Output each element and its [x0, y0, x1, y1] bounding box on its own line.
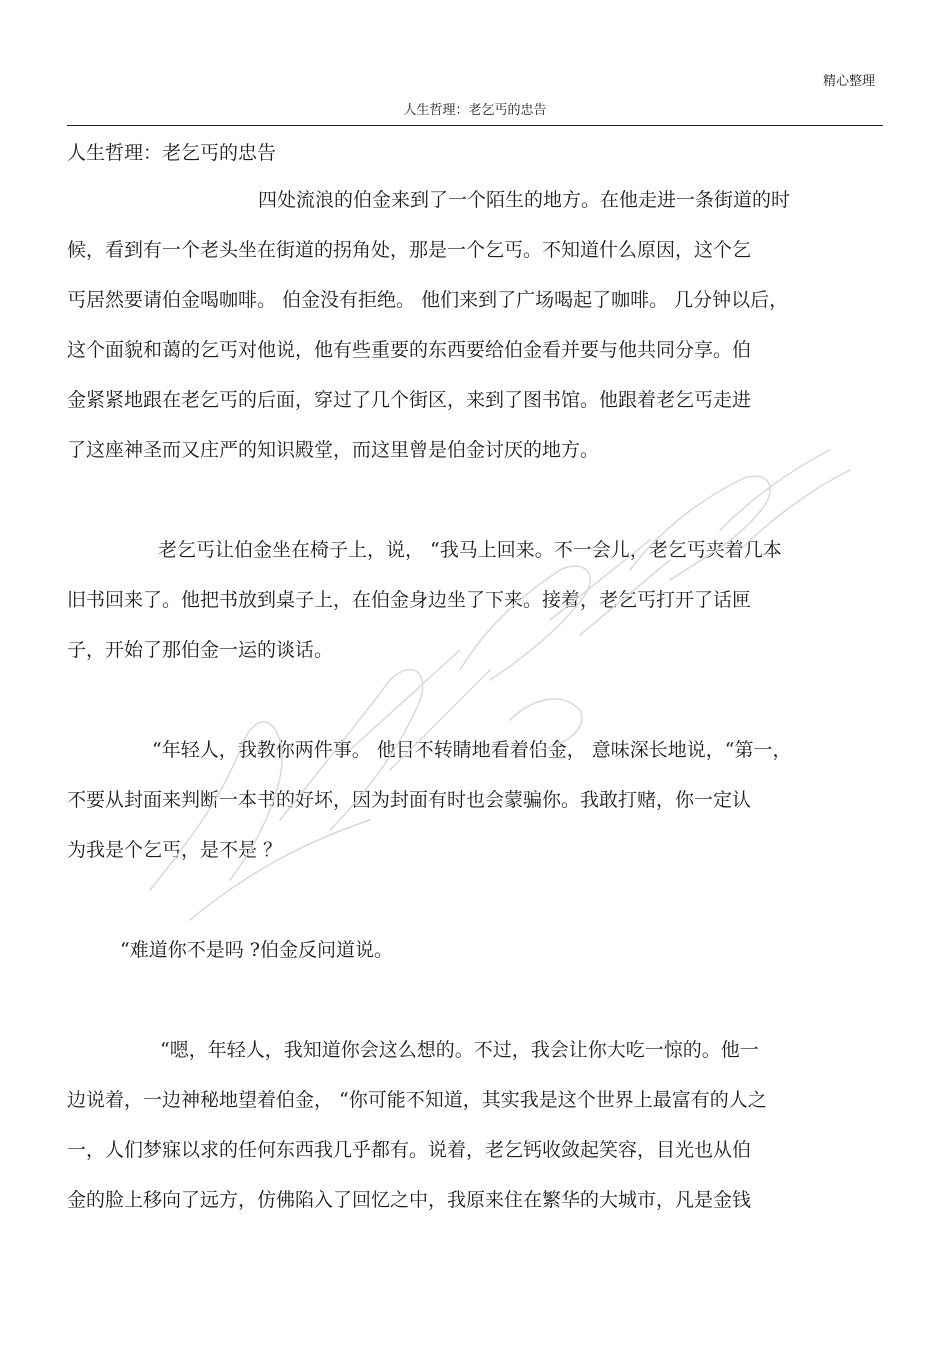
body-line: 四处流浪的伯金来到了一个陌生的地方。在他走进一条街道的时 — [258, 189, 791, 211]
body-line: 这个面貌和蔼的乞丐对他说，他有些重要的东西要给伯金看并要与他共同分享。伯 — [67, 339, 752, 361]
body-line: 了这座神圣而又庄严的知识殿堂，而这里曾是伯金讨厌的地方。 — [67, 439, 600, 461]
body-line: 一，人们梦寐以求的任何东西我几乎都有。说着，老乞钙收敛起笑容，目光也从伯 — [67, 1139, 752, 1161]
body-line: 边说着，一边神秘地望着伯金， “你可能不知道，其实我是这个世界上最富有的人之 — [67, 1089, 767, 1111]
body-line: 子，开始了那伯金一运的谈话。 — [67, 639, 334, 661]
body-line: 金紧紧地跟在老乞丐的后面，穿过了几个街区，来到了图书馆。他跟着老乞丐走进 — [67, 389, 752, 411]
body-line: 不要从封面来判断一本书的好坏，因为封面有时也会蒙骗你。我敢打赌，你一定认 — [67, 789, 752, 811]
body-line: 为我是个乞丐，是不是 ？ — [67, 839, 283, 861]
corner-label: 精心整理 — [822, 74, 875, 89]
body-line: “难道你不是吗 ?伯金反问道说。 — [120, 939, 393, 961]
body-line: “嗯，年轻人，我知道你会这么想的。不过，我会让你大吃一惊的。他一 — [160, 1039, 759, 1061]
body-line: 旧书回来了。他把书放到桌子上，在伯金身边坐了下来。接着，老乞丐打开了话匣 — [67, 589, 752, 611]
document-title: 人生哲理：老乞丐的忠告 — [67, 142, 277, 164]
body-line: 金的脸上移向了远方，仿佛陷入了回忆之中，我原来住在繁华的大城市，凡是金钱 — [67, 1189, 752, 1211]
watermark — [130, 420, 890, 940]
body-line: 候，看到有一个老头坐在街道的拐角处，那是一个乞丐。不知道什么原因，这个乞 — [67, 239, 752, 261]
header-rule — [67, 125, 883, 126]
body-line: 丐居然要请伯金喝咖啡。 伯金没有拒绝。 他们来到了广场喝起了咖啡。 几分钟以后， — [67, 289, 789, 311]
body-line: 老乞丐让伯金坐在椅子上，说， “我马上回来。不一会儿，老乞丐夹着几本 — [158, 539, 782, 561]
body-line: “年轻人，我教你两件事。 他目不转睛地看着伯金， 意味深长地说，“第一， — [152, 739, 792, 761]
running-header: 人生哲理：老乞丐的忠告 — [403, 103, 547, 118]
